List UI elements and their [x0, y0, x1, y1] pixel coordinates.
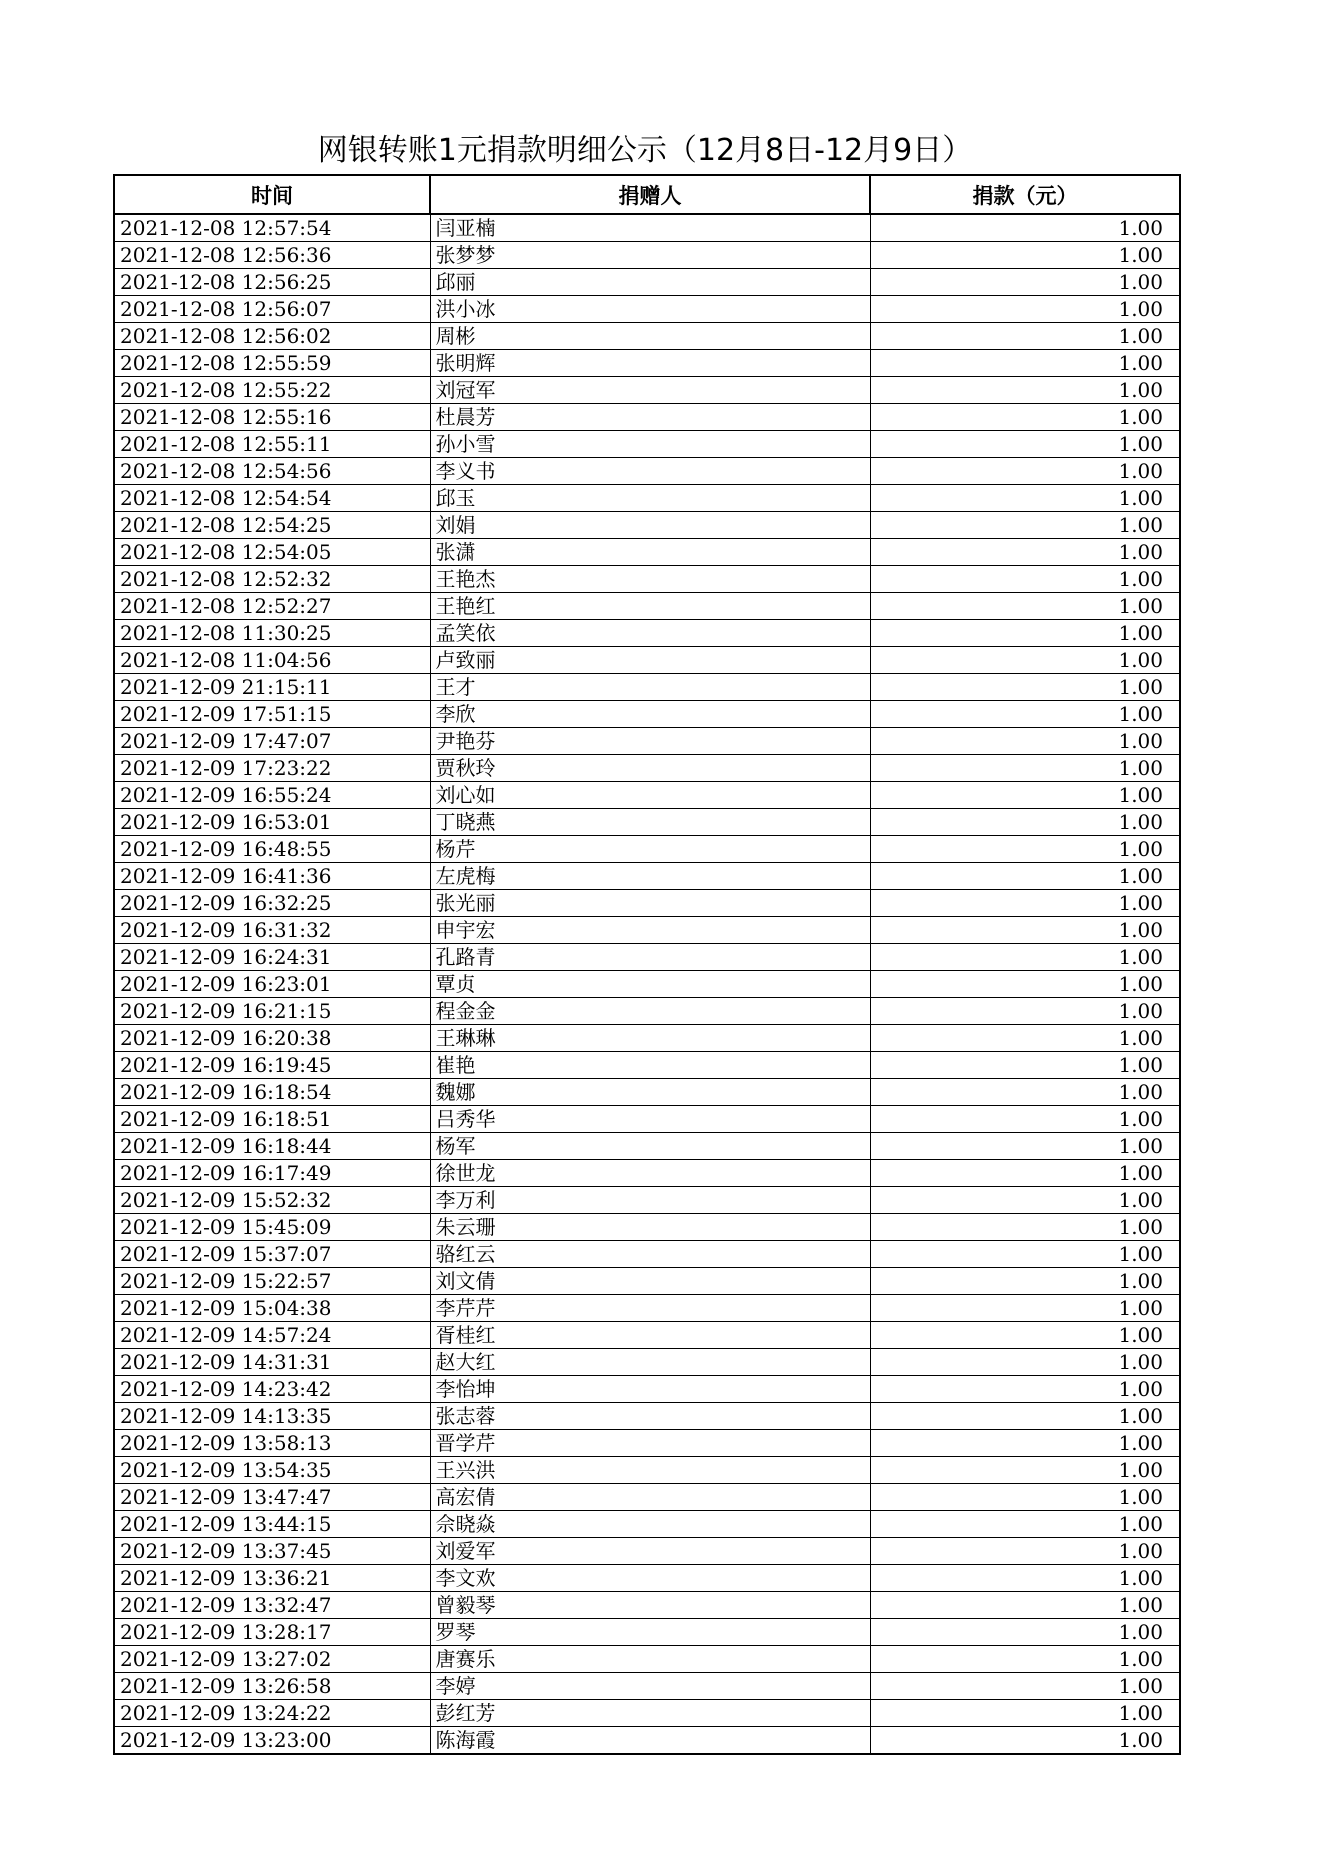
time-cell: 2021-12-09 13:27:02: [114, 1646, 430, 1673]
time-cell: 2021-12-08 12:56:36: [114, 242, 430, 269]
table-row: [114, 1619, 1180, 1646]
donor-cell: 孙小雪: [430, 431, 870, 458]
table-row: [114, 323, 1180, 350]
time-cell: 2021-12-09 17:23:22: [114, 755, 430, 782]
amount-cell: 1.00: [870, 1538, 1180, 1565]
donor-cell: 邱玉: [430, 485, 870, 512]
table-row: [114, 836, 1180, 863]
table-body: [114, 214, 1180, 1754]
donor-cell: 贾秋玲: [430, 755, 870, 782]
time-cell: 2021-12-08 11:04:56: [114, 647, 430, 674]
time-cell: 2021-12-08 12:55:11: [114, 431, 430, 458]
donor-cell: 王艳红: [430, 593, 870, 620]
time-cell: 2021-12-09 17:51:15: [114, 701, 430, 728]
amount-cell: 1.00: [870, 1187, 1180, 1214]
donor-cell: 杜晨芳: [430, 404, 870, 431]
amount-cell: 1.00: [870, 1727, 1180, 1755]
amount-cell: 1.00: [870, 1322, 1180, 1349]
table-row: [114, 782, 1180, 809]
amount-cell: 1.00: [870, 620, 1180, 647]
table-row: [114, 1160, 1180, 1187]
amount-cell: 1.00: [870, 1241, 1180, 1268]
donor-cell: 吕秀华: [430, 1106, 870, 1133]
donor-cell: 胥桂红: [430, 1322, 870, 1349]
table-row: [114, 1268, 1180, 1295]
amount-cell: 1.00: [870, 1376, 1180, 1403]
table-row: [114, 1079, 1180, 1106]
table-row: [114, 1403, 1180, 1430]
donor-cell: 罗琴: [430, 1619, 870, 1646]
table-row: [114, 377, 1180, 404]
time-cell: 2021-12-09 16:24:31: [114, 944, 430, 971]
donation-table: [113, 174, 1181, 1755]
time-cell: 2021-12-09 13:24:22: [114, 1700, 430, 1727]
table-row: [114, 242, 1180, 269]
donor-cell: 周彬: [430, 323, 870, 350]
amount-cell: 1.00: [870, 485, 1180, 512]
donor-cell: 徐世龙: [430, 1160, 870, 1187]
amount-cell: 1.00: [870, 674, 1180, 701]
table-row: [114, 1133, 1180, 1160]
time-cell: 2021-12-09 16:18:51: [114, 1106, 430, 1133]
amount-cell: 1.00: [870, 1052, 1180, 1079]
donor-cell: 骆红云: [430, 1241, 870, 1268]
amount-cell: 1.00: [870, 269, 1180, 296]
amount-cell: 1.00: [870, 458, 1180, 485]
amount-cell: 1.00: [870, 836, 1180, 863]
table-row: [114, 701, 1180, 728]
time-cell: 2021-12-09 16:31:32: [114, 917, 430, 944]
amount-cell: 1.00: [870, 782, 1180, 809]
amount-cell: 1.00: [870, 323, 1180, 350]
table-row: [114, 1727, 1180, 1755]
time-cell: 2021-12-09 13:44:15: [114, 1511, 430, 1538]
donor-cell: 邱丽: [430, 269, 870, 296]
donor-cell: 佘晓焱: [430, 1511, 870, 1538]
amount-cell: 1.00: [870, 1268, 1180, 1295]
donor-cell: 李芹芹: [430, 1295, 870, 1322]
donor-cell: 李义书: [430, 458, 870, 485]
amount-cell: 1.00: [870, 1025, 1180, 1052]
amount-cell: 1.00: [870, 296, 1180, 323]
amount-cell: 1.00: [870, 863, 1180, 890]
amount-cell: 1.00: [870, 377, 1180, 404]
donor-cell: 魏娜: [430, 1079, 870, 1106]
table-row: [114, 566, 1180, 593]
amount-cell: 1.00: [870, 1646, 1180, 1673]
table-row: [114, 1457, 1180, 1484]
table-row: [114, 214, 1180, 242]
donor-cell: 覃贞: [430, 971, 870, 998]
table-row: [114, 728, 1180, 755]
time-cell: 2021-12-08 12:57:54: [114, 214, 430, 242]
time-cell: 2021-12-08 12:55:16: [114, 404, 430, 431]
table-row: [114, 458, 1180, 485]
time-cell: 2021-12-09 21:15:11: [114, 674, 430, 701]
table-row: [114, 998, 1180, 1025]
time-cell: 2021-12-09 16:41:36: [114, 863, 430, 890]
time-cell: 2021-12-08 12:55:59: [114, 350, 430, 377]
donor-cell: 李欣: [430, 701, 870, 728]
amount-cell: 1.00: [870, 1673, 1180, 1700]
table-row: [114, 431, 1180, 458]
table-row: [114, 485, 1180, 512]
time-cell: 2021-12-09 16:19:45: [114, 1052, 430, 1079]
donor-cell: 洪小冰: [430, 296, 870, 323]
amount-cell: 1.00: [870, 1511, 1180, 1538]
amount-cell: 1.00: [870, 512, 1180, 539]
amount-cell: 1.00: [870, 809, 1180, 836]
table-row: [114, 971, 1180, 998]
table-row: [114, 1565, 1180, 1592]
table-row: [114, 890, 1180, 917]
amount-cell: 1.00: [870, 647, 1180, 674]
table-row: [114, 1052, 1180, 1079]
donor-cell: 彭红芳: [430, 1700, 870, 1727]
time-cell: 2021-12-09 14:57:24: [114, 1322, 430, 1349]
header-row: [114, 175, 1180, 214]
amount-cell: 1.00: [870, 593, 1180, 620]
amount-cell: 1.00: [870, 1106, 1180, 1133]
time-cell: 2021-12-09 15:04:38: [114, 1295, 430, 1322]
column-header-amount: 捐款（元）: [870, 175, 1180, 214]
table-row: [114, 1214, 1180, 1241]
amount-cell: 1.00: [870, 755, 1180, 782]
amount-cell: 1.00: [870, 566, 1180, 593]
table-row: [114, 1646, 1180, 1673]
amount-cell: 1.00: [870, 350, 1180, 377]
time-cell: 2021-12-09 16:20:38: [114, 1025, 430, 1052]
donor-cell: 王艳杰: [430, 566, 870, 593]
time-cell: 2021-12-08 12:52:27: [114, 593, 430, 620]
time-cell: 2021-12-09 16:21:15: [114, 998, 430, 1025]
table-row: [114, 269, 1180, 296]
table-row: [114, 539, 1180, 566]
table-row: [114, 863, 1180, 890]
amount-cell: 1.00: [870, 1133, 1180, 1160]
time-cell: 2021-12-09 16:23:01: [114, 971, 430, 998]
donor-cell: 尹艳芬: [430, 728, 870, 755]
amount-cell: 1.00: [870, 1403, 1180, 1430]
table-row: [114, 350, 1180, 377]
donor-cell: 李文欢: [430, 1565, 870, 1592]
donor-cell: 张潇: [430, 539, 870, 566]
amount-cell: 1.00: [870, 890, 1180, 917]
time-cell: 2021-12-08 12:56:02: [114, 323, 430, 350]
time-cell: 2021-12-08 11:30:25: [114, 620, 430, 647]
donor-cell: 刘娟: [430, 512, 870, 539]
table-row: [114, 1376, 1180, 1403]
time-cell: 2021-12-09 16:53:01: [114, 809, 430, 836]
donor-cell: 刘冠军: [430, 377, 870, 404]
donor-cell: 晋学芹: [430, 1430, 870, 1457]
time-cell: 2021-12-09 14:31:31: [114, 1349, 430, 1376]
donor-cell: 孔路青: [430, 944, 870, 971]
amount-cell: 1.00: [870, 944, 1180, 971]
amount-cell: 1.00: [870, 1430, 1180, 1457]
time-cell: 2021-12-08 12:56:25: [114, 269, 430, 296]
time-cell: 2021-12-09 13:36:21: [114, 1565, 430, 1592]
time-cell: 2021-12-09 13:58:13: [114, 1430, 430, 1457]
table-row: [114, 1025, 1180, 1052]
time-cell: 2021-12-08 12:54:54: [114, 485, 430, 512]
amount-cell: 1.00: [870, 539, 1180, 566]
donor-cell: 孟笑依: [430, 620, 870, 647]
amount-cell: 1.00: [870, 1349, 1180, 1376]
donor-cell: 高宏倩: [430, 1484, 870, 1511]
time-cell: 2021-12-09 13:28:17: [114, 1619, 430, 1646]
amount-cell: 1.00: [870, 1160, 1180, 1187]
table-row: [114, 1538, 1180, 1565]
time-cell: 2021-12-09 15:45:09: [114, 1214, 430, 1241]
donor-cell: 王琳琳: [430, 1025, 870, 1052]
table-row: [114, 1241, 1180, 1268]
page-title: 网银转账1元捐款明细公示（12月8日-12月9日）: [317, 133, 973, 168]
donor-cell: 杨军: [430, 1133, 870, 1160]
donor-cell: 李万利: [430, 1187, 870, 1214]
time-cell: 2021-12-09 17:47:07: [114, 728, 430, 755]
amount-cell: 1.00: [870, 214, 1180, 242]
donor-cell: 王兴洪: [430, 1457, 870, 1484]
amount-cell: 1.00: [870, 1079, 1180, 1106]
amount-cell: 1.00: [870, 242, 1180, 269]
time-cell: 2021-12-09 15:37:07: [114, 1241, 430, 1268]
donor-cell: 杨芹: [430, 836, 870, 863]
donor-cell: 张光丽: [430, 890, 870, 917]
donor-cell: 刘文倩: [430, 1268, 870, 1295]
donor-cell: 张明辉: [430, 350, 870, 377]
table-row: [114, 917, 1180, 944]
column-header-donor: 捐赠人: [430, 175, 870, 214]
column-header-time: 时间: [114, 175, 430, 214]
amount-cell: 1.00: [870, 404, 1180, 431]
table-row: [114, 755, 1180, 782]
amount-cell: 1.00: [870, 431, 1180, 458]
donor-cell: 李怡坤: [430, 1376, 870, 1403]
time-cell: 2021-12-09 16:17:49: [114, 1160, 430, 1187]
time-cell: 2021-12-09 13:37:45: [114, 1538, 430, 1565]
amount-cell: 1.00: [870, 1700, 1180, 1727]
donor-cell: 卢致丽: [430, 647, 870, 674]
table-header: [114, 175, 1180, 214]
time-cell: 2021-12-09 13:32:47: [114, 1592, 430, 1619]
time-cell: 2021-12-09 14:23:42: [114, 1376, 430, 1403]
time-cell: 2021-12-09 13:26:58: [114, 1673, 430, 1700]
amount-cell: 1.00: [870, 1565, 1180, 1592]
table-row: [114, 404, 1180, 431]
table-row: [114, 593, 1180, 620]
amount-cell: 1.00: [870, 1484, 1180, 1511]
time-cell: 2021-12-08 12:52:32: [114, 566, 430, 593]
table-row: [114, 1295, 1180, 1322]
amount-cell: 1.00: [870, 971, 1180, 998]
time-cell: 2021-12-08 12:54:25: [114, 512, 430, 539]
table-row: [114, 1430, 1180, 1457]
donor-cell: 李婷: [430, 1673, 870, 1700]
amount-cell: 1.00: [870, 1214, 1180, 1241]
donor-cell: 闫亚楠: [430, 214, 870, 242]
donor-cell: 赵大红: [430, 1349, 870, 1376]
time-cell: 2021-12-09 13:23:00: [114, 1727, 430, 1755]
donor-cell: 刘爱军: [430, 1538, 870, 1565]
table-row: [114, 1322, 1180, 1349]
amount-cell: 1.00: [870, 1619, 1180, 1646]
table-row: [114, 1106, 1180, 1133]
table-row: [114, 674, 1180, 701]
amount-cell: 1.00: [870, 998, 1180, 1025]
table-row: [114, 1484, 1180, 1511]
table-row: [114, 1673, 1180, 1700]
table-row: [114, 1187, 1180, 1214]
donor-cell: 唐赛乐: [430, 1646, 870, 1673]
table-row: [114, 1592, 1180, 1619]
time-cell: 2021-12-09 16:48:55: [114, 836, 430, 863]
time-cell: 2021-12-09 16:55:24: [114, 782, 430, 809]
table-row: [114, 1349, 1180, 1376]
time-cell: 2021-12-09 13:47:47: [114, 1484, 430, 1511]
time-cell: 2021-12-09 14:13:35: [114, 1403, 430, 1430]
time-cell: 2021-12-09 16:18:54: [114, 1079, 430, 1106]
donor-cell: 曾毅琴: [430, 1592, 870, 1619]
time-cell: 2021-12-09 13:54:35: [114, 1457, 430, 1484]
donor-cell: 朱云珊: [430, 1214, 870, 1241]
table-row: [114, 620, 1180, 647]
amount-cell: 1.00: [870, 1592, 1180, 1619]
donor-cell: 张志蓉: [430, 1403, 870, 1430]
time-cell: 2021-12-08 12:54:05: [114, 539, 430, 566]
donor-cell: 申宇宏: [430, 917, 870, 944]
donor-cell: 左虎梅: [430, 863, 870, 890]
amount-cell: 1.00: [870, 1295, 1180, 1322]
amount-cell: 1.00: [870, 1457, 1180, 1484]
table-row: [114, 1700, 1180, 1727]
table-row: [114, 809, 1180, 836]
donor-cell: 张梦梦: [430, 242, 870, 269]
table-row: [114, 512, 1180, 539]
time-cell: 2021-12-09 16:18:44: [114, 1133, 430, 1160]
donor-cell: 刘心如: [430, 782, 870, 809]
table-row: [114, 1511, 1180, 1538]
time-cell: 2021-12-09 15:22:57: [114, 1268, 430, 1295]
time-cell: 2021-12-09 15:52:32: [114, 1187, 430, 1214]
table-row: [114, 647, 1180, 674]
donor-cell: 陈海霞: [430, 1727, 870, 1755]
donor-cell: 程金金: [430, 998, 870, 1025]
time-cell: 2021-12-08 12:54:56: [114, 458, 430, 485]
donor-cell: 王才: [430, 674, 870, 701]
donor-cell: 崔艳: [430, 1052, 870, 1079]
time-cell: 2021-12-08 12:56:07: [114, 296, 430, 323]
time-cell: 2021-12-08 12:55:22: [114, 377, 430, 404]
table-row: [114, 944, 1180, 971]
donor-cell: 丁晓燕: [430, 809, 870, 836]
time-cell: 2021-12-09 16:32:25: [114, 890, 430, 917]
amount-cell: 1.00: [870, 728, 1180, 755]
table-row: [114, 296, 1180, 323]
amount-cell: 1.00: [870, 701, 1180, 728]
amount-cell: 1.00: [870, 917, 1180, 944]
